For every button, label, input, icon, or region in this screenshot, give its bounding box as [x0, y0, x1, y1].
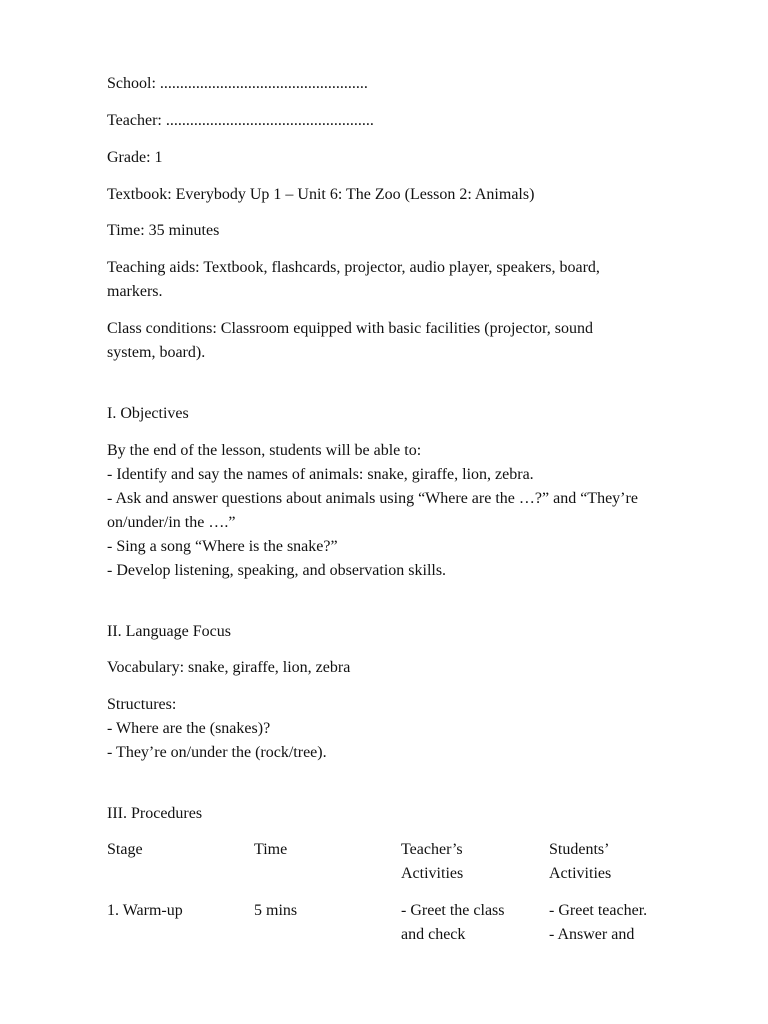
cell-teacher-activities	[401, 899, 505, 947]
objective-item: - Identify and say the names of animals: snake, giraffe, lion, zebra.	[107, 466, 534, 483]
structure-item: - Where are the (snakes)?	[107, 720, 271, 737]
objective-item-continuation: on/under/in the ….”	[107, 514, 236, 531]
objective-item: - Sing a song “Where is the snake?”	[107, 538, 338, 555]
time-line: Time: 35 minutes	[107, 222, 220, 239]
school-line: School: ....................................................	[107, 75, 368, 92]
teaching-aids-line-1: Teaching aids: Textbook, flashcards, projector, audio player, speakers, board,	[107, 259, 600, 276]
column-header-text: Activities	[401, 865, 464, 882]
cell-students-activities	[549, 899, 647, 947]
teacher-line: Teacher: ....................................................	[107, 112, 374, 129]
column-header-text: Students’	[549, 841, 610, 858]
cell-text: - Greet the class	[401, 902, 505, 919]
objective-item: - Develop listening, speaking, and observation skills.	[107, 562, 447, 579]
procedures-heading: III. Procedures	[107, 805, 203, 822]
textbook-line: Textbook: Everybody Up 1 – Unit 6: The Zoo (Lesson 2: Animals)	[107, 186, 535, 203]
vocabulary-line: Vocabulary: snake, giraffe, lion, zebra	[107, 659, 351, 676]
objectives-intro: By the end of the lesson, students will be able to:	[107, 442, 422, 459]
teaching-aids-line-2: markers.	[107, 283, 163, 300]
cell-text: - Greet teacher.	[549, 902, 648, 919]
cell-stage: 1. Warm-up	[107, 902, 183, 919]
objectives-heading: I. Objectives	[107, 405, 189, 422]
class-conditions-line-1: Class conditions: Classroom equipped with basic facilities (projector, sound	[107, 320, 593, 337]
cell-text: - Answer and	[549, 926, 635, 943]
column-header-students-activities	[549, 838, 611, 886]
structures-label: Structures:	[107, 696, 177, 713]
grade-line: Grade: 1	[107, 149, 163, 166]
cell-time: 5 mins	[254, 902, 298, 919]
structure-item: - They’re on/under the (rock/tree).	[107, 744, 327, 761]
column-header-time: Time	[254, 841, 288, 858]
cell-text: and check	[401, 926, 466, 943]
column-header-text: Activities	[549, 865, 612, 882]
column-header-stage: Stage	[107, 841, 143, 858]
column-header-teacher-activities	[401, 838, 463, 886]
objective-item: - Ask and answer questions about animals using “Where are the …?” and “They’re	[107, 490, 638, 507]
column-header-text: Teacher’s	[401, 841, 463, 858]
class-conditions-line-2: system, board).	[107, 344, 206, 361]
language-focus-heading: II. Language Focus	[107, 623, 231, 640]
